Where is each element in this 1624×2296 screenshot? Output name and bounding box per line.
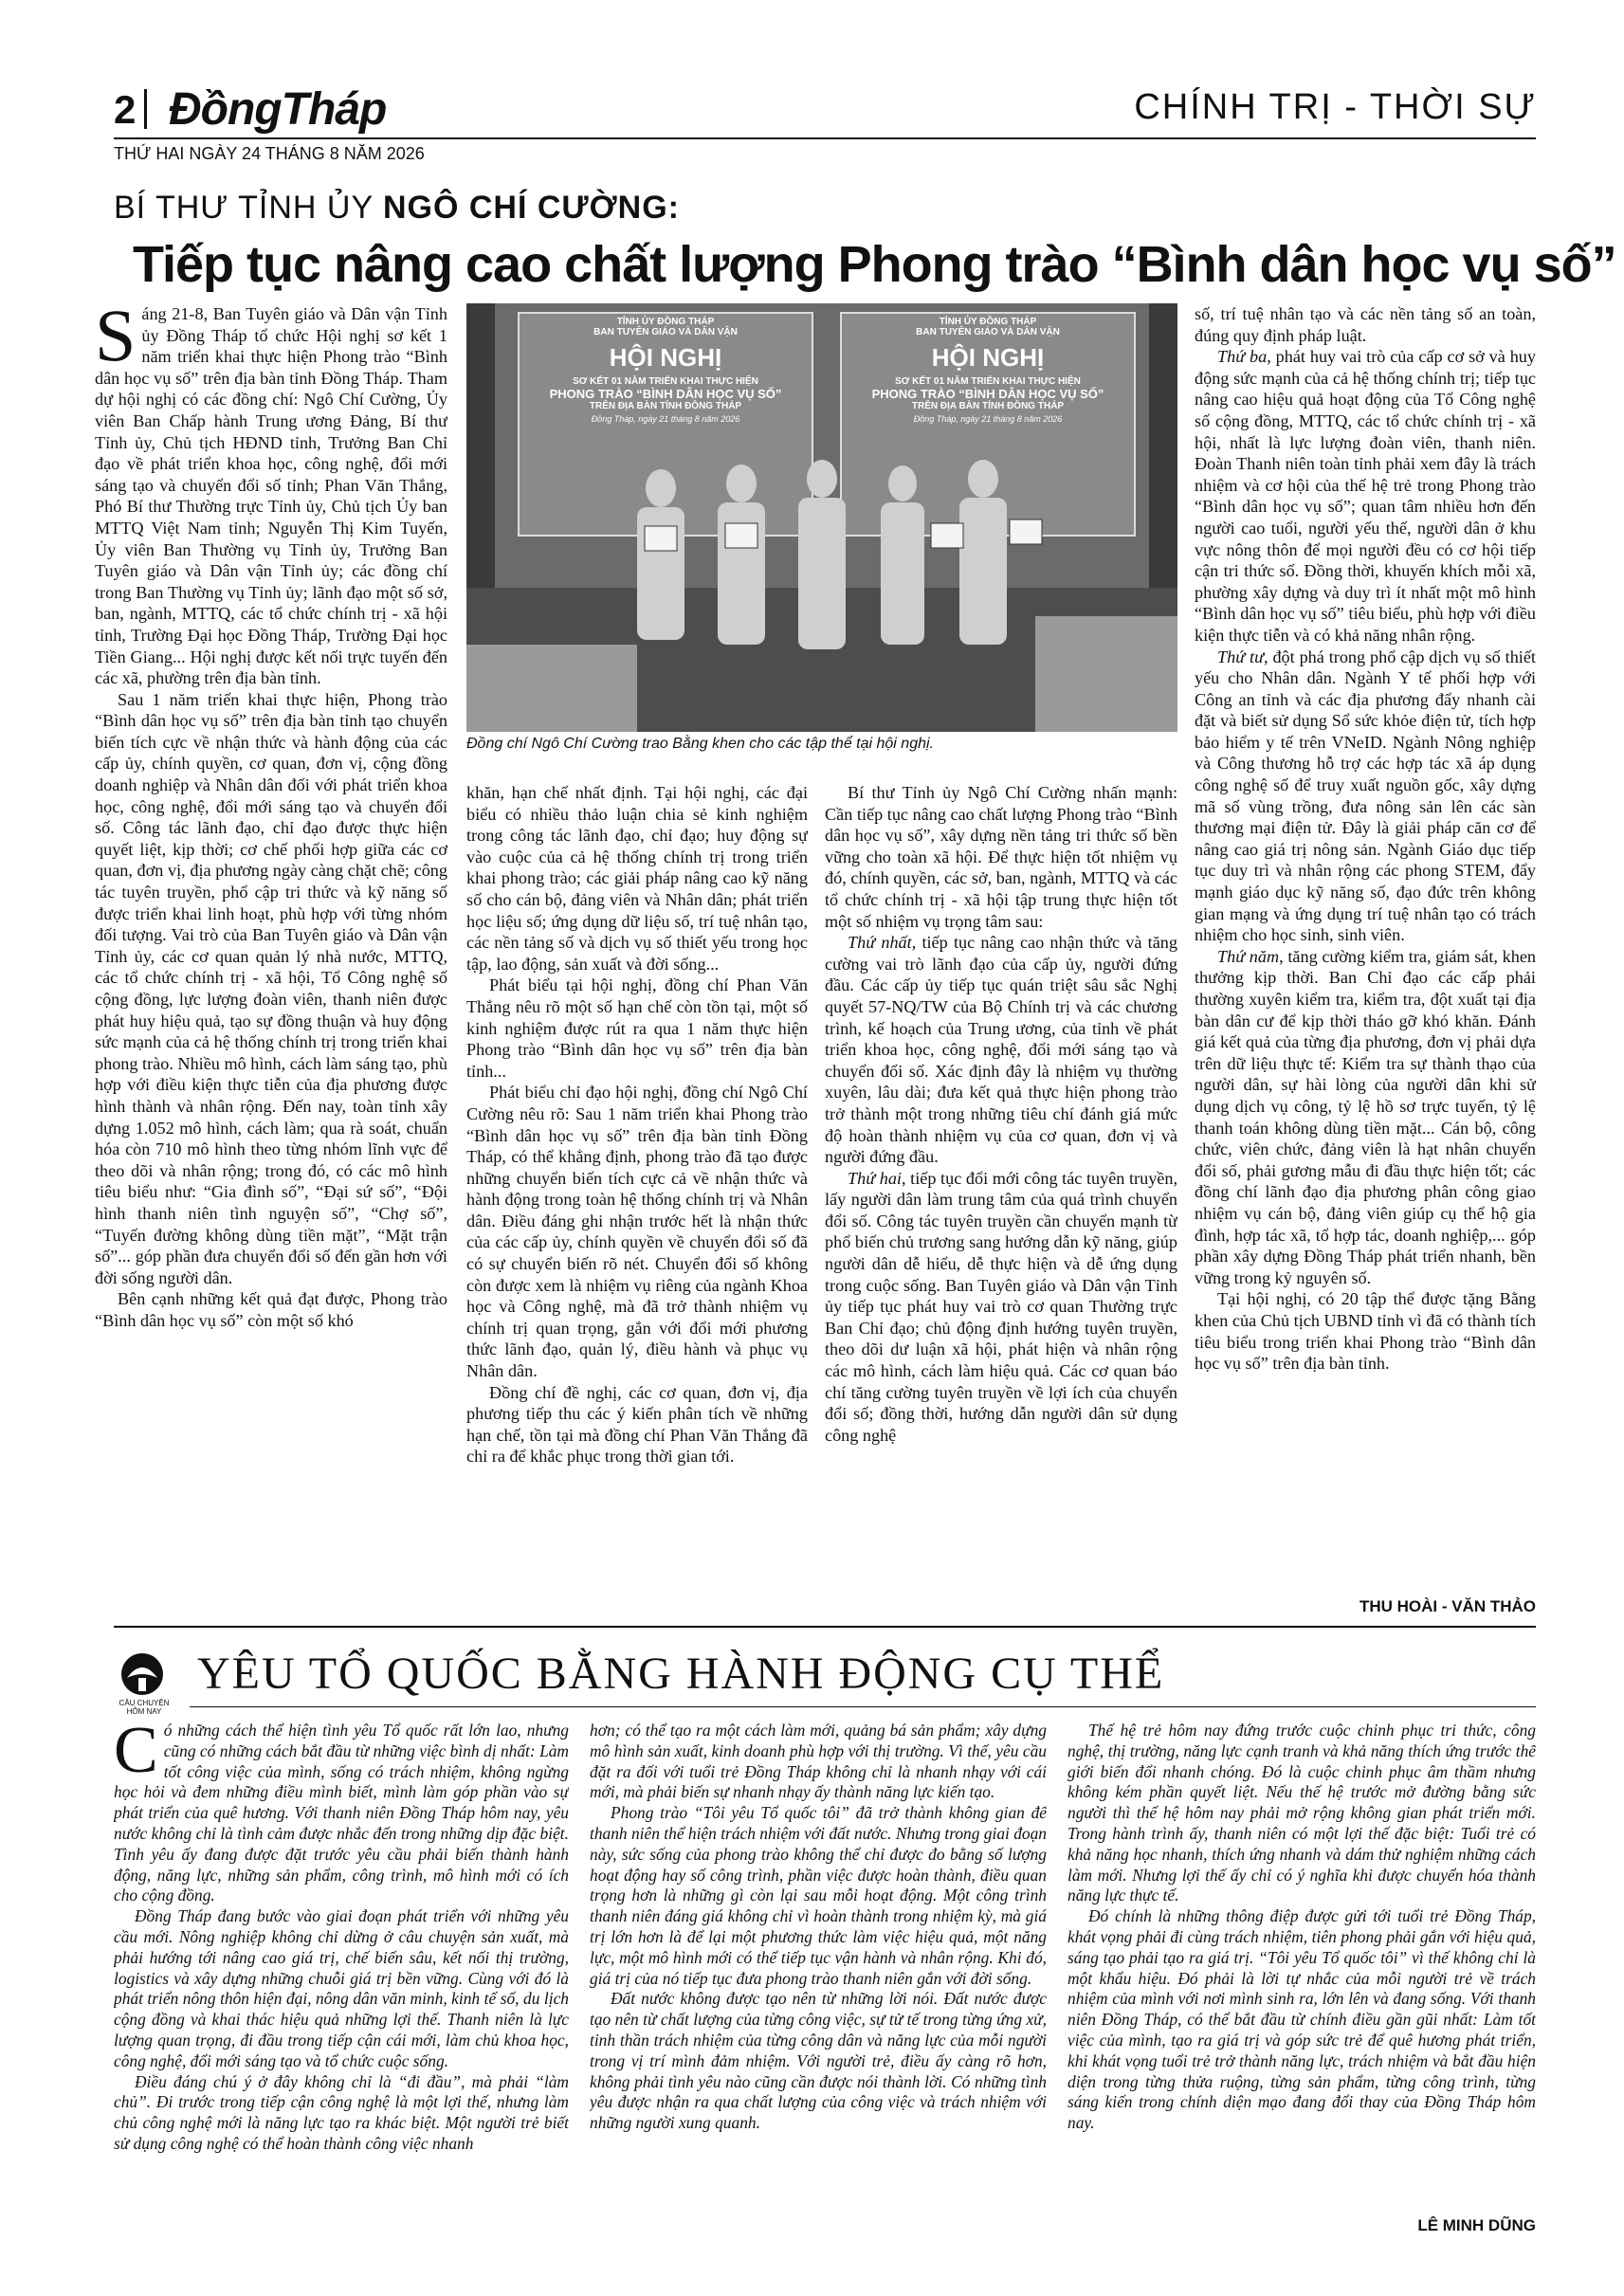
story-today-label: CÂU CHUYỆN HÔM NAY	[119, 1699, 170, 1716]
paragraph: Đất nước không được tạo nên từ những lời nói. Đất nước được tạo nên từ chất lượng của từng công việc, sự tử tế trong từng ứng xử, tinh thần trách nhiệm của từng công dân và năng lực của mỗi người trong vị trí mình đảm nhiệm. Với người trẻ, điều ấy càng rõ hơn, không phải tình yêu nào cũng cần được nói thành lời. Có những tình yêu được nhận ra qua chất lượng của công việc và trách nhiệm với những người xung quanh.	[590, 1989, 1047, 2133]
opinion-title-rule	[190, 1706, 1536, 1707]
banner-line-1: SƠ KẾT 01 NĂM TRIỂN KHAI THỰC HIỆN	[573, 376, 758, 387]
banner-org-2: BAN TUYÊN GIÁO VÀ DÂN VẬN	[593, 327, 738, 337]
paragraph: Bên cạnh những kết quả đạt được, Phong trào “Bình dân học vụ số” còn một số khó	[95, 1289, 447, 1330]
paragraph: Thứ hai, tiếp tục đổi mới công tác tuyên truyền, lấy người dân làm trung tâm của quá trình chuyển đổi số. Công tác tuyên truyền cần chuyển mạnh từ phổ biến chủ trương sang hướng dẫn kỹ năng, giúp người dân dễ hiểu, dễ thực hiện và dễ ứng dụng trong cuộc sống. Ban Tuyên giáo và Dân vận Tỉnh ủy tiếp tục phát huy vai trò cơ quan Thường trực Ban Chỉ đạo; chủ động định hướng tuyên truyền, theo dõi dư luận xã hội, phát hiện và nhân rộng các mô hình, cách làm hiệu quả. Các cơ quan báo chí tăng cường tuyên truyền về lợi ích của chuyển đổi số; đồng thời, hướng dẫn người dân sử dụng công nghệ	[825, 1168, 1177, 1445]
article-column-4	[1195, 303, 1536, 1593]
banner-line-1: SƠ KẾT 01 NĂM TRIỂN KHAI THỰC HIỆN	[895, 376, 1081, 387]
banner-date: Đồng Tháp, ngày 21 tháng 8 năm 2026	[591, 414, 740, 424]
article-byline: THU HOÀI - VĂN THẢO	[1359, 1597, 1536, 1615]
article-column-2	[466, 782, 808, 1616]
paragraph: Đồng chí đề nghị, các cơ quan, đơn vị, địa phương tiếp thu các ý kiến phân tích về những hạn chế, tồn tại mà đồng chí Phan Văn Thắng đã chỉ ra để khắc phục trong thời gian tới.	[466, 1382, 808, 1467]
paragraph: số, trí tuệ nhân tạo và các nền tảng số an toàn, đúng quy định pháp luật.	[1195, 304, 1536, 345]
header-divider	[144, 89, 147, 129]
opinion-column-2	[590, 1721, 1047, 2232]
drop-cap: C	[114, 1721, 158, 1787]
drop-cap: S	[95, 303, 137, 376]
kicker-name: NGÔ CHÍ CƯỜNG:	[382, 190, 680, 226]
newspaper-logo: ĐồngTháp	[169, 84, 387, 135]
paragraph: Phát biểu chỉ đạo hội nghị, đồng chí Ngô Chí Cường nêu rõ: Sau 1 năm triển khai Phong trào “Bình dân học vụ số” trên địa bàn tỉnh Đồng Tháp, có thể khẳng định, phong trào đã tạo được những chuyển biến tích cực cả về nhận thức và hành động trong toàn hệ thống chính trị và Nhân dân. Điều đáng ghi nhận trước hết là nhận thức của các cấp ủy, chính quyền về chuyển đổi số đã có sự chuyển biến rõ nét. Chuyển đổi số không còn được xem là nhiệm vụ riêng của ngành Khoa học và Công nghệ, mà đã trở thành nhiệm vụ chính trị quan trọng, gắn với đổi mới phương thức lãnh đạo, quản lý, điều hành và phục vụ Nhân dân.	[466, 1083, 808, 1381]
banner-org-2: BAN TUYÊN GIÁO VÀ DÂN VẬN	[916, 327, 1060, 337]
banner-org-1: TỈNH ỦY ĐỒNG THÁP	[939, 317, 1037, 327]
paragraph: Điều đáng chú ý ở đây không chỉ là “đi đầu”, mà phải “làm chủ”. Đi trước trong tiếp cận công nghệ là một lợi thế, nhưng làm chủ công nghệ mới là năng lực tạo ra khác biệt. Một người trẻ biết sử dụng công nghệ có thể hoàn thành công việc nhanh	[114, 2071, 569, 2153]
banner-title: HỘI NGHỊ	[931, 343, 1045, 372]
banner-line-2: PHONG TRÀO “BÌNH DÂN HỌC VỤ SỐ”	[549, 387, 782, 401]
article-column-1	[95, 303, 447, 1623]
paragraph: Thứ năm, tăng cường kiểm tra, giám sát, khen thưởng kịp thời. Ban Chỉ đạo các cấp phải thường xuyên kiểm tra, kiểm tra, đột xuất tại địa bàn dân cư để kịp thời tháo gỡ khó khăn. Đánh giá kết quả của từng địa phương, đơn vị phải dựa trên dữ liệu thực tế: Kiểm tra sự thành thạo của người dân, sự hài lòng của người dân khi sử dụng dịch vụ công, tỷ lệ hồ sơ trực tuyến, tỷ lệ thanh toán không dùng tiền mặt... Cán bộ, công chức, viên chức, đảng viên là hạt nhân chuyển đổi số, phải gương mẫu đi đầu thực hiện tốt; các đồng chí lãnh đạo địa phương phân công giao nhiệm vụ cán bộ, đảng viên giúp cụ thể hộ gia đình, hợp tác xã, tổ hợp tác, doanh nghiệp,... góp phần xây dựng Đồng Tháp phát triển nhanh, bền vững trong kỷ nguyên số.	[1195, 946, 1536, 1287]
kicker-prefix: BÍ THƯ TỈNH ỦY	[114, 190, 383, 226]
paragraph: Thế hệ trẻ hôm nay đứng trước cuộc chinh phục tri thức, công nghệ, thị trường, năng lực cạnh tranh và khả năng thích ứng trước thế giới biến đổi nhanh chóng. Đó là cuộc chinh phục âm thầm nhưng không kém phần quyết liệt. Nếu thế hệ trước mở đường bằng sức người thì thế hệ hôm nay phải mở rộng không gian phát triển mới. Trong hành trình ấy, thanh niên có một lợi thế đặc biệt: Tuổi trẻ có khả năng học nhanh, thích ứng nhanh và dám thử nghiệm những cách làm mới. Nhưng lợi thế ấy chỉ có ý nghĩa khi được chuyển hóa thành năng lực thực tế.	[1067, 1721, 1536, 1905]
banner-line-3: TRÊN ĐỊA BÀN TỈNH ĐỒNG THÁP	[911, 401, 1065, 411]
article-kicker	[114, 190, 680, 227]
section-title: CHÍNH TRỊ - THỜI SỰ	[1134, 87, 1537, 127]
paragraph: Thứ nhất, tiếp tục nâng cao nhận thức và tăng cường vai trò lãnh đạo của cấp ủy, người đứng đầu. Các cấp ủy tiếp tục quán triệt sâu sắc Nghị quyết 57-NQ/TW của Bộ Chính trị và các chương trình, kế hoạch của Trung ương, của tỉnh về phát triển khoa học, công nghệ, đổi mới sáng tạo và chuyển đổi số. Xác định đây là nhiệm vụ thường xuyên, lâu dài; đưa kết quả thực hiện phong trào trở thành một trong những tiêu chí đánh giá mức độ hoàn thành nhiệm vụ của cơ quan, đơn vị và người đứng đầu.	[825, 933, 1177, 1167]
paragraph: Sáng 21-8, Ban Tuyên giáo và Dân vận Tỉnh ủy Đồng Tháp tổ chức Hội nghị sơ kết 1 năm triển khai thực hiện Phong trào “Bình dân học vụ số” trên địa bàn tỉnh Đồng Tháp. Tham dự hội nghị có các đồng chí: Ngô Chí Cường, Ủy viên Ban Chấp hành Trung ương Đảng, Bí thư Tỉnh ủy, Chủ tịch HĐND tỉnh, Trưởng Ban Chỉ đạo về phát triển khoa học, công nghệ, đổi mới sáng tạo và chuyển đổi số tỉnh; Phan Văn Thắng, Phó Bí thư Thường trực Tỉnh ủy, Chủ tịch Ủy ban MTTQ Việt Nam tỉnh; Nguyễn Thị Kim Tuyến, Ủy viên Ban Thường vụ Tỉnh ủy, Trưởng Ban Tuyên giáo và Dân vận Tỉnh ủy; các đồng chí trong Ban Thường vụ Tỉnh ủy; lãnh đạo một số sở, ban, ngành, MTTQ, các tổ chức chính trị - xã hội tỉnh, Trường Đại học Đồng Tháp, Trường Đại học Tiền Giang... Hội nghị được kết nối trực tuyến đến các xã, phường trên địa bàn tỉnh.	[95, 303, 447, 688]
article-photo	[466, 303, 1177, 732]
paragraph: Đó chính là những thông điệp được gửi tới tuổi trẻ Đồng Tháp, khát vọng phải đi cùng trách nhiệm, tiên phong phải gắn với hiệu quả, sáng tạo phải tạo ra giá trị. “Tôi yêu Tổ quốc tôi” vì thế không chỉ là một khẩu hiệu. Đó phải là lời tự nhắc của mỗi người trẻ về trách nhiệm của mình với nơi mình sinh ra, lớn lên và đang sống. Với thanh niên Đồng Tháp, có thể bắt đầu từ chính điều gần gũi nhất: Làm tốt việc của mình, tạo ra giá trị và góp sức trẻ để quê hương phát triển, khi khát vọng tuổi trẻ trở thành năng lực, trách nhiệm và bắt đầu hiện diện trong từng thửa ruộng, từng sản phẩm, từng công trình, từng sáng kiến trong chính diện mạo đang đổi thay của Đồng Tháp hôm nay.	[1067, 1906, 1536, 2133]
banner-org-1: TỈNH ỦY ĐỒNG THÁP	[616, 317, 715, 327]
paragraph: khăn, hạn chế nhất định. Tại hội nghị, các đại biểu có nhiều thảo luận chia sẻ kinh nghiệm trong công tác lãnh đạo, chỉ đạo; huy động sự vào cuộc của cả hệ thống chính trị trong triển khai phong trào; các giải pháp nâng cao kỹ năng số cho cán bộ, đảng viên và Nhân dân; phát triển học liệu số; ứng dụng dữ liệu số, trí tuệ nhân tạo, các nền tảng số và dịch vụ số thiết yếu trong học tập, lao động, sản xuất và đời sống...	[466, 783, 808, 974]
banner-date: Đồng Tháp, ngày 21 tháng 8 năm 2026	[913, 414, 1063, 424]
opinion-title: YÊU TỔ QUỐC BẰNG HÀNH ĐỘNG CỤ THỂ	[197, 1649, 1165, 1699]
section-separator	[114, 1626, 1536, 1628]
opinion-column-3	[1067, 1721, 1536, 2214]
banner-title: HỘI NGHỊ	[609, 343, 722, 372]
paragraph: Đồng Tháp đang bước vào giai đoạn phát triển với những yêu cầu mới. Nông nghiệp không chỉ dừng ở câu chuyện sản xuất, mà phải hướng tới nâng cao giá trị, chế biến sâu, kết nối thị trường, logistics và xây dựng những chuỗi giá trị bền vững. Cùng với đó là phát triển nông thôn hiện đại, nông dân văn minh, kinh tế số, du lịch cộng đồng và khai thác hiệu quả những lợi thế. Thanh niên là lực lượng quan trọng, đi đầu trong tiếp cận cái mới, làm chủ khoa học, công nghệ, đổi mới sáng tạo và tổ chức cuộc sống.	[114, 1906, 569, 2070]
paragraph: Có những cách thể hiện tình yêu Tổ quốc rất lớn lao, nhưng cũng có những cách bắt đầu từ những việc bình dị nhất: Làm tốt công việc của mình, sống có trách nhiệm, không ngừng học hỏi và đem những điều mình biết, mình làm góp phần vào sự phát triển của quê hương. Với thanh niên Đồng Tháp hôm nay, yêu nước không chỉ là tình cảm được nhắc đến trong những dịp đặc biệt. Tình yêu ấy đang được đặt trước yêu cầu phải biến thành hành động, năng lực, những sản phẩm, công trình, mô hình mới có ích cho cộng đồng.	[114, 1721, 569, 1905]
article-headline: Tiếp tục nâng cao chất lượng Phong trào “Bình dân học vụ số”	[133, 236, 1616, 293]
banner-line-3: TRÊN ĐỊA BÀN TỈNH ĐỒNG THÁP	[589, 401, 742, 411]
opinion-column-1	[114, 1721, 569, 2232]
banner-left	[519, 317, 812, 424]
opinion-byline: LÊ MINH DŨNG	[1417, 2216, 1536, 2234]
paragraph: Tại hội nghị, có 20 tập thể được tặng Bằng khen của Chủ tịch UBND tỉnh vì đã có thành tích tiêu biểu trong triển khai Phong trào “Bình dân học vụ số” trên địa bàn tỉnh.	[1195, 1289, 1536, 1374]
paragraph: Bí thư Tỉnh ủy Ngô Chí Cường nhấn mạnh: Cần tiếp tục nâng cao chất lượng Phong trào “Bình dân học vụ số”, xây dựng nền tảng tri thức số bền vững cho toàn xã hội. Để thực hiện tốt nhiệm vụ đó, chính quyền, các sở, ban, ngành, MTTQ và các tổ chức chính trị - xã hội tập trung thực hiện tốt một số nhiệm vụ trọng tâm sau:	[825, 783, 1177, 931]
paragraph: Phát biểu tại hội nghị, đồng chí Phan Văn Thắng nêu rõ một số hạn chế còn tồn tại, một số kinh nghiệm được rút ra qua 1 năm thực hiện Phong trào “Bình dân học vụ số” trên địa bàn tỉnh...	[466, 975, 808, 1081]
article-column-3	[825, 782, 1177, 1616]
photo-caption: Đồng chí Ngô Chí Cường trao Bằng khen cho các tập thể tại hội nghị.	[466, 736, 934, 752]
banner-right	[841, 317, 1135, 424]
paragraph: Thứ ba, phát huy vai trò của cấp cơ sở và huy động sức mạnh của cả hệ thống chính trị; tiếp tục nâng cao hiệu quả hoạt động của Tổ Công nghệ số cộng đồng, MTTQ, các tổ chức chính trị - xã hội, nhất là lực lượng đoàn viên, thanh niên. Đoàn Thanh niên toàn tỉnh phải xem đây là trách nhiệm và cơ hội của thế hệ trẻ trong Phong trào “Bình dân học vụ số”; quan tâm nhiều hơn đến người cao tuổi, người yếu thế, người dân ở khu vực nông thôn để mọi người đều có cơ hội tiếp cận tri thức số. Đồng thời, khuyến khích mỗi xã, phường xây dựng và duy trì ít nhất một mô hình “Bình dân học vụ số” tiêu biểu, phù hợp với điều kiện thực tiễn và có khả năng nhân rộng.	[1195, 347, 1536, 645]
paragraph: Phong trào “Tôi yêu Tổ quốc tôi” đã trở thành không gian để thanh niên thể hiện trách nhiệm với đất nước. Nhưng trong giai đoạn này, sức sống của phong trào không thể chỉ được đo bằng số lượng hoạt động hay số công trình, phần việc được hoàn thành, điều quan trọng hơn là những gì còn lại sau mỗi hoạt động. Một công trình thanh niên đáng giá không chỉ vì hoàn thành trong nhiệm kỳ, mà giá trị lớn hơn là để lại một phương thức làm việc hiệu quả, một năng lực, một mô hình mới có thể tiếp tục vận hành và nhân rộng. Khi đó, giá trị của nó tiếp tục đưa phong trào thanh niên gắn với đời sống.	[590, 1803, 1047, 1988]
issue-date: THỨ HAI NGÀY 24 THÁNG 8 NĂM 2026	[114, 144, 425, 163]
banner-line-2: PHONG TRÀO “BÌNH DÂN HỌC VỤ SỐ”	[871, 387, 1104, 401]
page-number: 2	[114, 87, 137, 132]
paragraph: Thứ tư, đột phá trong phổ cập dịch vụ số thiết yếu cho Nhân dân. Ngành Y tế phối hợp với Công an tỉnh và các địa phương đẩy nhanh cài đặt và biết sử dụng Sổ sức khỏe điện tử, tích hợp bảo hiểm y tế trên VNeID. Ngành Nông nghiệp và Công thương hỗ trợ các hợp tác xã áp dụng công nghệ số để truy xuất nguồn gốc, xây dựng mã số vùng trồng, đưa nông sản lên các sàn thương mại điện tử. Đây là giải pháp căn cơ để nâng cao giá trị nông sản. Ngành Giáo dục tiếp tục duy trì và nhân rộng các phong STEM, đẩy mạnh giáo dục kỹ năng số, đạo đức trên không gian mạng và ứng dụng trí tuệ nhân tạo có trách nhiệm cho học sinh, sinh viên.	[1195, 647, 1536, 945]
paragraph: Sau 1 năm triển khai thực hiện, Phong trào “Bình dân học vụ số” trên địa bàn tỉnh tạo chuyển biến tích cực về nhận thức và hành động của các cấp ủy, chính quyền, cơ quan, đơn vị, cộng đồng doanh nghiệp và Nhân dân đối với phát triển khoa học, công nghệ, đổi mới sáng tạo và chuyển đổi số. Công tác lãnh đạo, chỉ đạo được thực hiện quyết liệt, kịp thời; cơ chế phối hợp giữa các cơ quan, đơn vị, địa phương ngày càng chặt chẽ; công tác tuyên truyền, phổ cập tri thức và kỹ năng số được triển khai linh hoạt, phù hợp với từng nhóm đối tượng. Vai trò của Ban Tuyên giáo và Dân vận Tỉnh ủy, các cơ quan quản lý nhà nước, MTTQ, các tổ chức chính trị - xã hội, Tổ Công nghệ số cộng đồng, lực lượng đoàn viên, thanh niên được phát huy hiệu quả, tạo sự đồng thuận và huy động sức mạnh của cả hệ thống chính trị trong triển khai phong trào. Nhiều mô hình, cách làm sáng tạo, phù hợp với điều kiện thực tiễn của địa phương được hình thành và nhân rộng. Đến nay, toàn tỉnh xây dựng 1.052 mô hình, cách làm; qua rà soát, chuẩn hóa còn 710 mô hình theo từng nhóm lĩnh vực để theo dõi và nhân rộng; trong đó, có các mô hình tiêu biểu như: “Gia đình số”, “Đại sứ số”, “Đội hình thanh niên tình nguyện số”, “Chợ số”, “Tuyến đường không dùng tiền mặt”, “Mặt trận số”... góp phần đưa chuyển đổi số đến gần hơn với đời sống người dân.	[95, 689, 447, 1287]
header-rule	[114, 137, 1536, 139]
paragraph: hơn; có thể tạo ra một cách làm mới, quảng bá sản phẩm; xây dựng mô hình sản xuất, kinh doanh phù hợp với thị trường. Vì thế, yêu cầu đặt ra đối với tuổi trẻ Đồng Tháp không chỉ là nhanh nhạy với cái mới, mà phải biến sự nhanh nhạy ấy thành năng lực kiến tạo.	[590, 1721, 1047, 1802]
